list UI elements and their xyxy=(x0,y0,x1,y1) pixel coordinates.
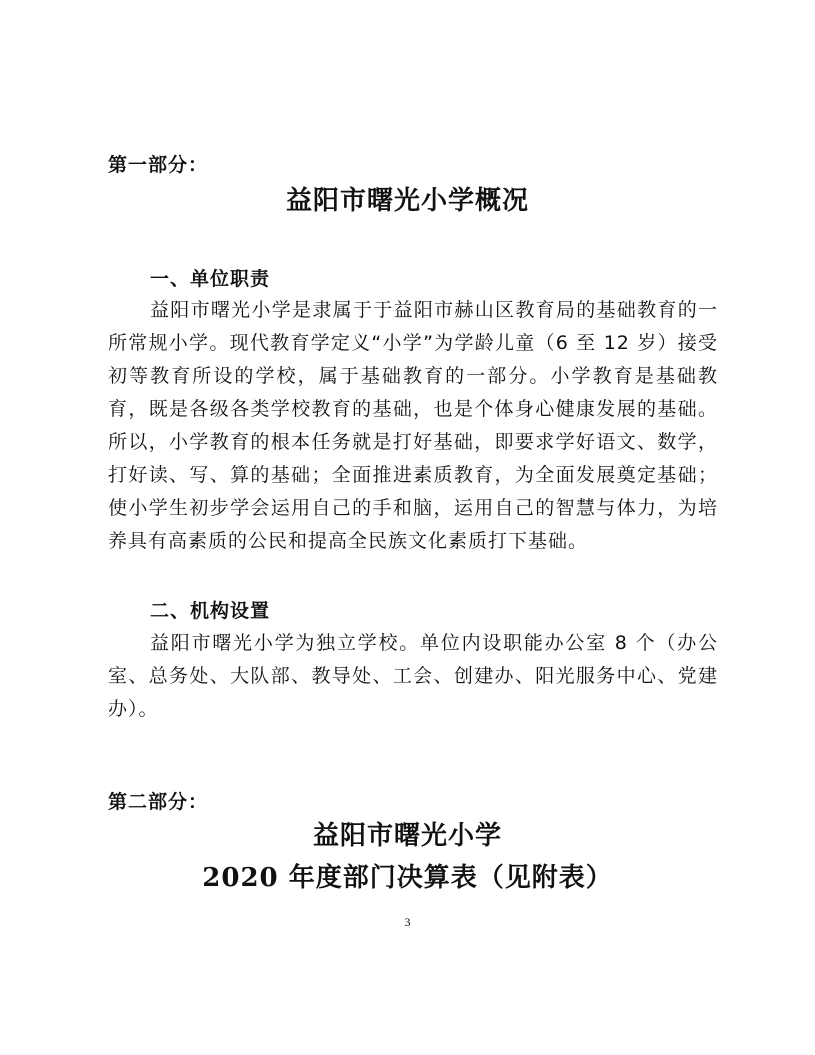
duties-paragraph: 益阳市曙光小学是隶属于于益阳市赫山区教育局的基础教育的一所常规小学。现代教育学定义“小学”为学龄儿童（6 至 12 岁）接受初等教育所设的学校，属于基础教育的一部分。小学教育是基础教育，既是各级各类学校教育的基础，也是个体身心健康发展的基础。所以，小学教育的根本任务就是打好基础，即要求学好语文、数学，打好读、写、算的基础；全面推进素质教育，为全面发展奠定基础；使小学生初步学会运用自己的手和脑，运用自己的智慧与体力，为培养具有高素质的公民和提高全民族文化素质打下基础。 xyxy=(108,299,718,552)
section-heading-structure: 二、机构设置 xyxy=(150,600,271,622)
section-heading-duties: 一、单位职责 xyxy=(150,268,271,290)
structure-paragraph: 益阳市曙光小学为独立学校。单位内设职能办公室 8 个（办公室、总务处、大队部、教导处、工会、创建办、阳光服务中心、党建办）。 xyxy=(108,632,718,720)
part-two-title-line2: 2020 年度部门决算表（见附表） xyxy=(202,863,613,893)
part-one-title: 益阳市曙光小学概况 xyxy=(285,186,529,216)
part-two-label: 第二部分： xyxy=(108,791,209,813)
part-two-title-line1: 益阳市曙光小学 xyxy=(312,821,502,851)
page-number: 3 xyxy=(404,915,411,929)
part-one-label: 第一部分： xyxy=(108,154,209,176)
